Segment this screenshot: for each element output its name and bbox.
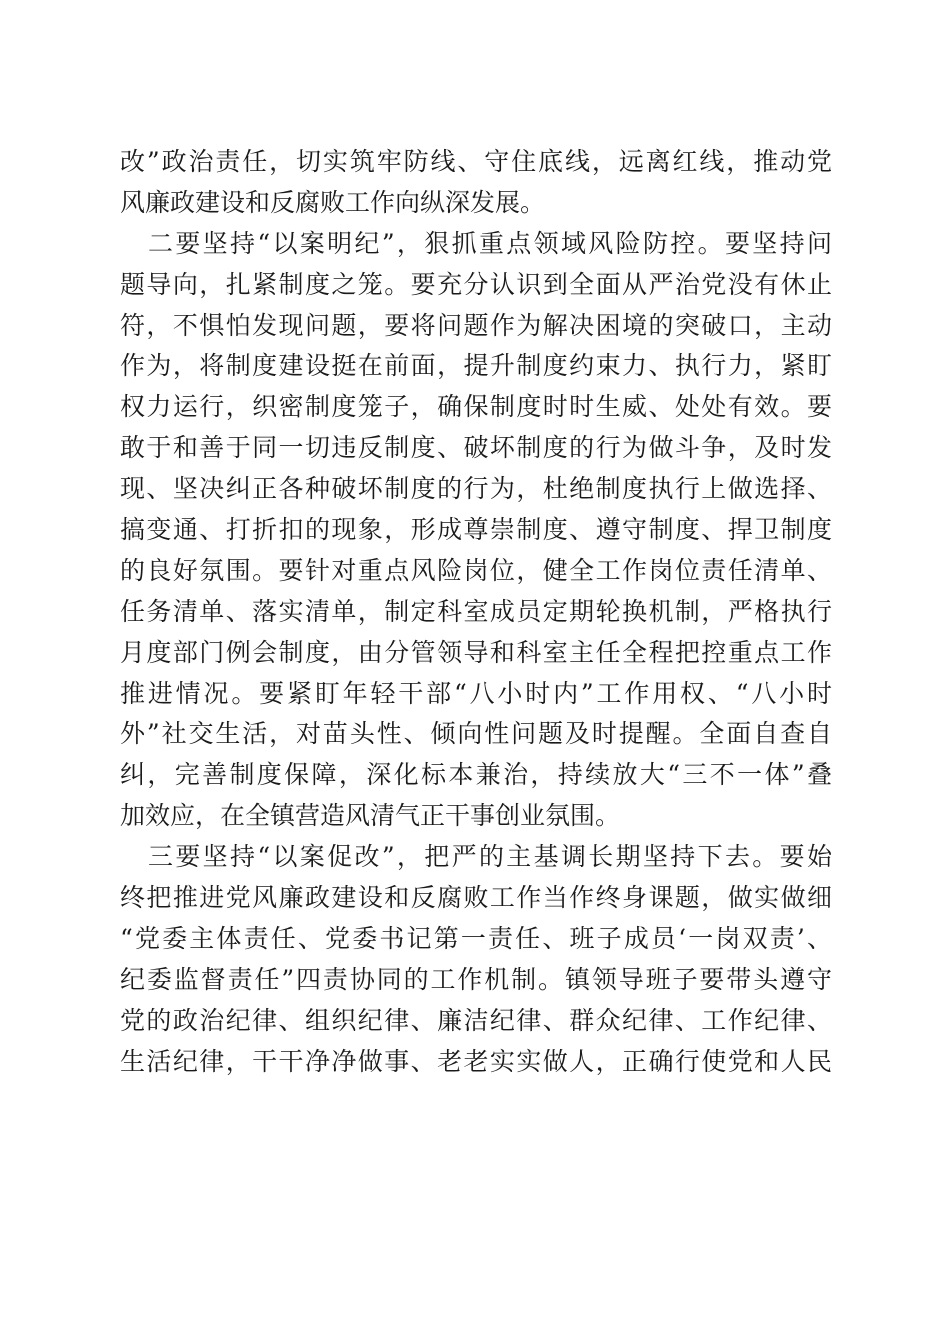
text-line: 纪委监督责任”四责协同的工作机制。镇领导班子要带头遵守 bbox=[120, 964, 832, 994]
paragraph-2-first-line: 二要坚持“以案明纪”，狠抓重点领域风险防控。要坚持问 bbox=[148, 228, 832, 258]
text-line: 纠，完善制度保障，深化标本兼治，持续放大“三不一体”叠 bbox=[120, 760, 832, 790]
text-line: 外”社交生活，对苗头性、倾向性问题及时提醒。全面自查自 bbox=[120, 719, 832, 749]
text-line: 题导向，扎紧制度之笼。要充分认识到全面从严治党没有休止 bbox=[120, 269, 832, 299]
text-line: 搞变通、打折扣的现象，形成尊崇制度、遵守制度、捍卫制度 bbox=[120, 515, 832, 545]
text-line: 推进情况。要紧盯年轻干部“八小时内”工作用权、“八小时 bbox=[120, 678, 832, 708]
text-line: 敢于和善于同一切违反制度、破坏制度的行为做斗争，及时发 bbox=[120, 433, 832, 463]
text-line: 月度部门例会制度，由分管领导和科室主任全程把控重点工作 bbox=[120, 637, 832, 667]
text-line: 任务清单、落实清单，制定科室成员定期轮换机制，严格执行 bbox=[120, 596, 832, 626]
text-line: 的良好氛围。要针对重点风险岗位，健全工作岗位责任清单、 bbox=[120, 555, 832, 585]
text-line: 改”政治责任，切实筑牢防线、守住底线，远离红线，推动党 bbox=[120, 147, 832, 176]
paragraph-3-first-line: 三要坚持“以案促改”，把严的主基调长期坚持下去。要始 bbox=[148, 842, 832, 872]
text-line: 现、坚决纠正各种破坏制度的行为，杜绝制度执行上做选择、 bbox=[120, 474, 832, 504]
text-line: 终把推进党风廉政建设和反腐败工作当作终身课题，做实做细 bbox=[120, 883, 832, 913]
text-line: 权力运行，织密制度笼子，确保制度时时生威、处处有效。要 bbox=[120, 392, 832, 422]
text-line: 党的政治纪律、组织纪律、廉洁纪律、群众纪律、工作纪律、 bbox=[120, 1005, 832, 1035]
text-line: 加效应，在全镇营造风清气正干事创业氛围。 bbox=[120, 801, 621, 831]
text-line: 生活纪律，干干净净做事、老老实实做人，正确行使党和人民 bbox=[120, 1046, 832, 1076]
text-line: 作为，将制度建设挺在前面，提升制度约束力、执行力，紧盯 bbox=[120, 351, 832, 381]
text-line: 风廉政建设和反腐败工作向纵深发展。 bbox=[120, 187, 546, 217]
document-body bbox=[120, 142, 832, 1082]
text-line: 符，不惧怕发现问题，要将问题作为解决困境的突破口，主动 bbox=[120, 310, 832, 340]
text-line: “党委主体责任、党委书记第一责任、班子成员‘一岗双责’、 bbox=[120, 923, 832, 953]
